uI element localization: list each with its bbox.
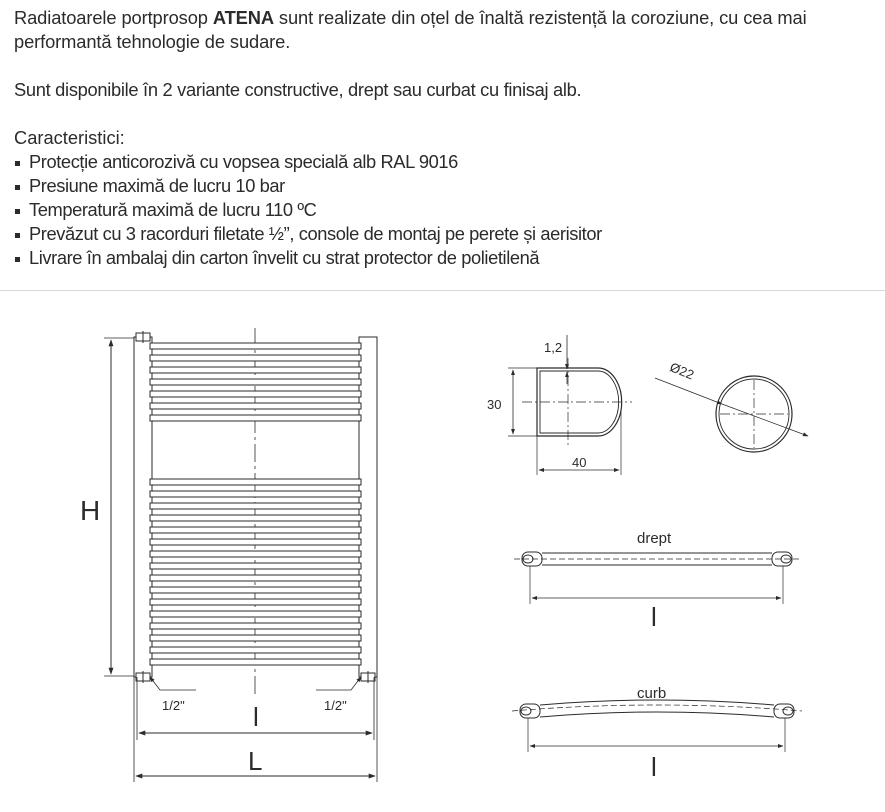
profile-height-label: 30 — [487, 397, 502, 412]
intro-text-start: Radiatoarele portprosop — [14, 7, 213, 28]
straight-title: drept — [637, 530, 672, 547]
tube — [150, 539, 361, 545]
connection-left-label: 1/2" — [162, 698, 185, 713]
characteristic-item: Presiune maximă de lucru 10 bar — [14, 174, 882, 198]
tube — [150, 491, 361, 497]
tube — [150, 379, 361, 385]
height-label: H — [80, 495, 101, 526]
straight-width-label: l — [651, 602, 657, 632]
connection-right-label: 1/2" — [324, 698, 347, 713]
tube — [150, 391, 361, 397]
tube — [150, 611, 361, 617]
tube — [150, 563, 361, 569]
tube — [150, 343, 361, 349]
curved-top-view — [512, 700, 802, 752]
curved-width-label: l — [651, 752, 657, 782]
inner-width-label: l — [253, 702, 259, 732]
tube — [150, 479, 361, 485]
characteristics-heading: Caracteristici: — [14, 127, 125, 148]
tube — [150, 403, 361, 409]
variants-paragraph: Sunt disponibile în 2 variante constructive, drept sau curbat cu finisaj alb. — [14, 79, 582, 100]
tube — [150, 659, 361, 665]
characteristic-item: Temperatură maximă de lucru 110 ºC — [14, 198, 882, 222]
diameter-label: Ø22 — [667, 359, 697, 383]
characteristic-item: Livrare în ambalaj din carton învelit cu strat protector de polietilenă — [14, 246, 882, 270]
leader-left — [150, 677, 196, 690]
tube — [150, 527, 361, 533]
brand-name: ATENA — [212, 7, 274, 28]
tube — [150, 599, 361, 605]
leader-right — [316, 677, 361, 690]
tube — [150, 635, 361, 641]
profile-width-label: 40 — [572, 455, 587, 470]
tube — [150, 515, 361, 521]
pipe-section — [655, 376, 808, 452]
tube — [150, 587, 361, 593]
tube — [150, 551, 361, 557]
tube — [150, 415, 361, 421]
characteristic-item: Protecție anticorozivă cu vopsea specială alb RAL 9016 — [14, 150, 882, 174]
tube — [150, 503, 361, 509]
tube — [150, 647, 361, 653]
left-column — [134, 337, 152, 677]
thickness-label: 1,2 — [544, 340, 563, 355]
tube-group — [150, 343, 361, 665]
front-view — [104, 328, 377, 782]
straight-top-view — [514, 552, 800, 604]
total-width-label: L — [248, 746, 263, 776]
characteristic-item: Prevăzut cu 3 racorduri filetate ½”, console de montaj pe perete și aerisitor — [14, 222, 882, 246]
right-column — [359, 337, 377, 677]
intro-text-end: sunt realizate din oțel de înaltă rezistență la coroziune, cu cea mai performantă tehnologie de sudare. — [14, 7, 807, 52]
tube — [150, 575, 361, 581]
curved-title: curb — [637, 685, 667, 702]
profile-section — [508, 335, 632, 475]
tube — [150, 367, 361, 373]
tube — [150, 623, 361, 629]
tube — [150, 355, 361, 361]
